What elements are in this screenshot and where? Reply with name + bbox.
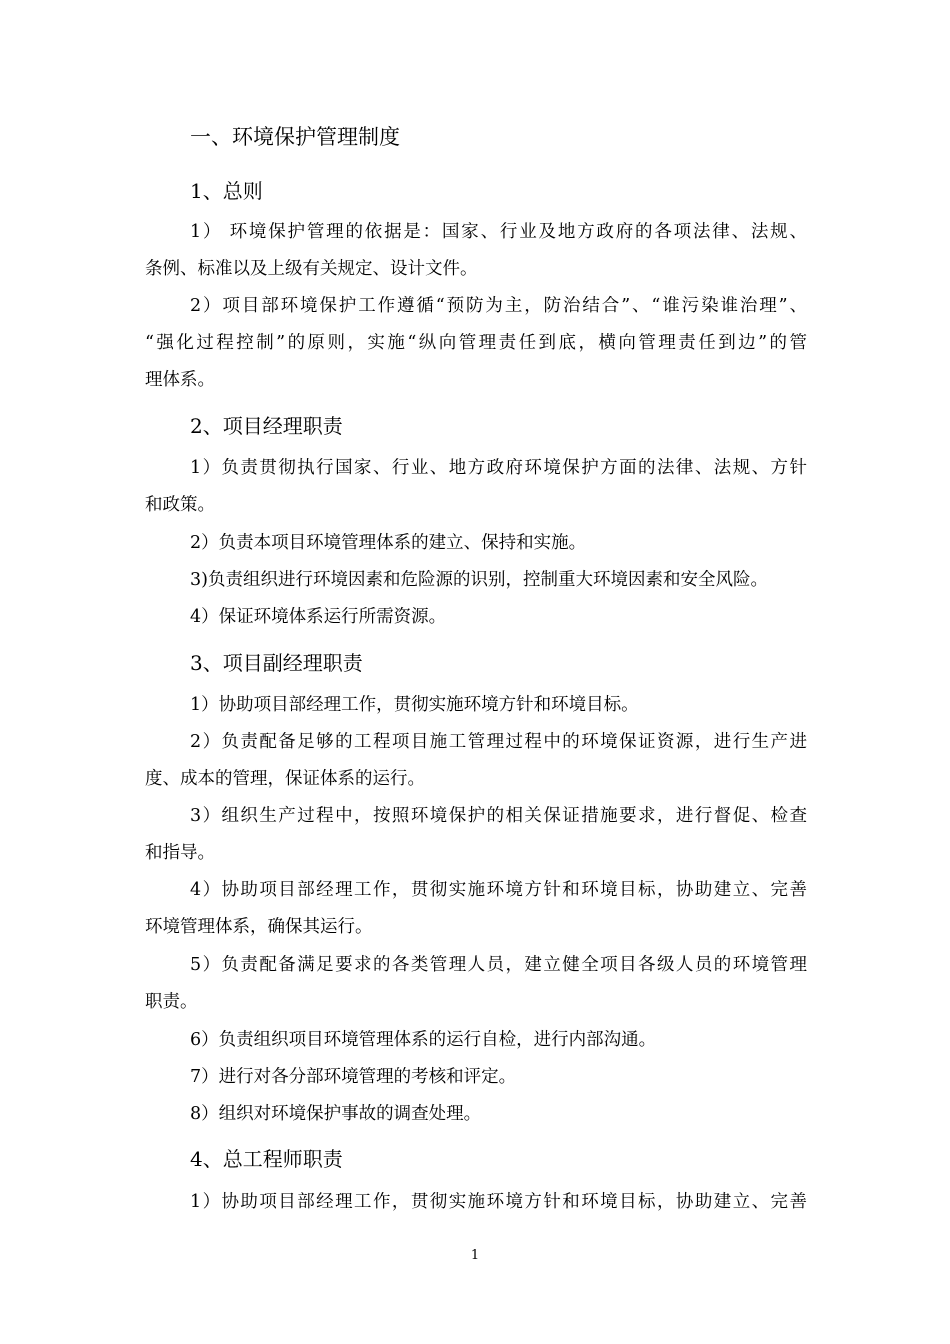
section-heading-chief-engineer: 4、总工程师职责	[190, 1147, 343, 1171]
paragraph-line: 和指导。	[145, 843, 215, 863]
paragraph-line: 条例、标准以及上级有关规定、设计文件。	[145, 259, 478, 279]
paragraph-line: 4）协助项目部经理工作，贯彻实施环境方针和环境目标，协助建立、完善	[190, 880, 807, 900]
paragraph-line: 环境管理体系，确保其运行。	[145, 917, 373, 937]
paragraph	[145, 525, 807, 562]
paragraph-line: 1）协助项目部经理工作，贯彻实施环境方针和环境目标，协助建立、完善	[190, 1192, 807, 1212]
paragraph	[145, 1184, 807, 1221]
paragraph-line: 3）组织生产过程中，按照环境保护的相关保证措施要求，进行督促、检查	[190, 806, 807, 826]
paragraph	[145, 1022, 807, 1059]
paragraph	[145, 724, 807, 798]
paragraph	[145, 1059, 807, 1096]
paragraph	[145, 1096, 807, 1133]
page-number: 1	[470, 1248, 480, 1263]
paragraph-line: 3)负责组织进行环境因素和危险源的识别，控制重大环境因素和安全风险。	[190, 570, 768, 590]
section-heading-project-manager: 2、项目经理职责	[190, 414, 343, 438]
paragraph-line: 5）负责配备满足要求的各类管理人员，建立健全项目各级人员的环境管理	[190, 955, 807, 975]
paragraph-line: 度、成本的管理，保证体系的运行。	[145, 769, 425, 789]
paragraph	[145, 947, 807, 1021]
paragraph-line: 2）项目部环境保护工作遵循“预防为主，防治结合”、“谁污染谁治理”、	[190, 296, 807, 316]
paragraph	[145, 450, 807, 524]
paragraph-line: 2）负责配备足够的工程项目施工管理过程中的环境保证资源，进行生产进	[190, 732, 807, 752]
paragraph-line: 和政策。	[145, 495, 215, 515]
paragraph	[145, 798, 807, 872]
paragraph-line: 6）负责组织项目环境管理体系的运行自检，进行内部沟通。	[190, 1030, 657, 1050]
paragraph-line: 理体系。	[145, 370, 215, 390]
paragraph	[145, 562, 807, 599]
paragraph	[145, 872, 807, 946]
paragraph-line: 1）负责贯彻执行国家、行业、地方政府环境保护方面的法律、法规、方针	[190, 458, 807, 478]
section-heading-general: 1、总则	[190, 179, 263, 203]
paragraph-line: 1）协助项目部经理工作，贯彻实施环境方针和环境目标。	[190, 695, 639, 715]
paragraph-line: 8）组织对环境保护事故的调查处理。	[190, 1104, 482, 1124]
paragraph	[145, 288, 807, 399]
paragraph	[145, 599, 807, 636]
paragraph-line: 2）负责本项目环境管理体系的建立、保持和实施。	[190, 533, 587, 553]
document-title: 一、环境保护管理制度	[190, 125, 400, 149]
paragraph	[145, 687, 807, 724]
paragraph-line: “强化过程控制”的原则，实施“纵向管理责任到底，横向管理责任到边”的管	[145, 333, 807, 353]
section-heading-deputy-manager: 3、项目副经理职责	[190, 651, 363, 675]
paragraph-line: 4）保证环境体系运行所需资源。	[190, 607, 447, 627]
paragraph	[145, 214, 807, 288]
paragraph-line: 1） 环境保护管理的依据是：国家、行业及地方政府的各项法律、法规、	[190, 222, 807, 242]
paragraph-line: 职责。	[145, 992, 198, 1012]
paragraph-line: 7）进行对各分部环境管理的考核和评定。	[190, 1067, 517, 1087]
